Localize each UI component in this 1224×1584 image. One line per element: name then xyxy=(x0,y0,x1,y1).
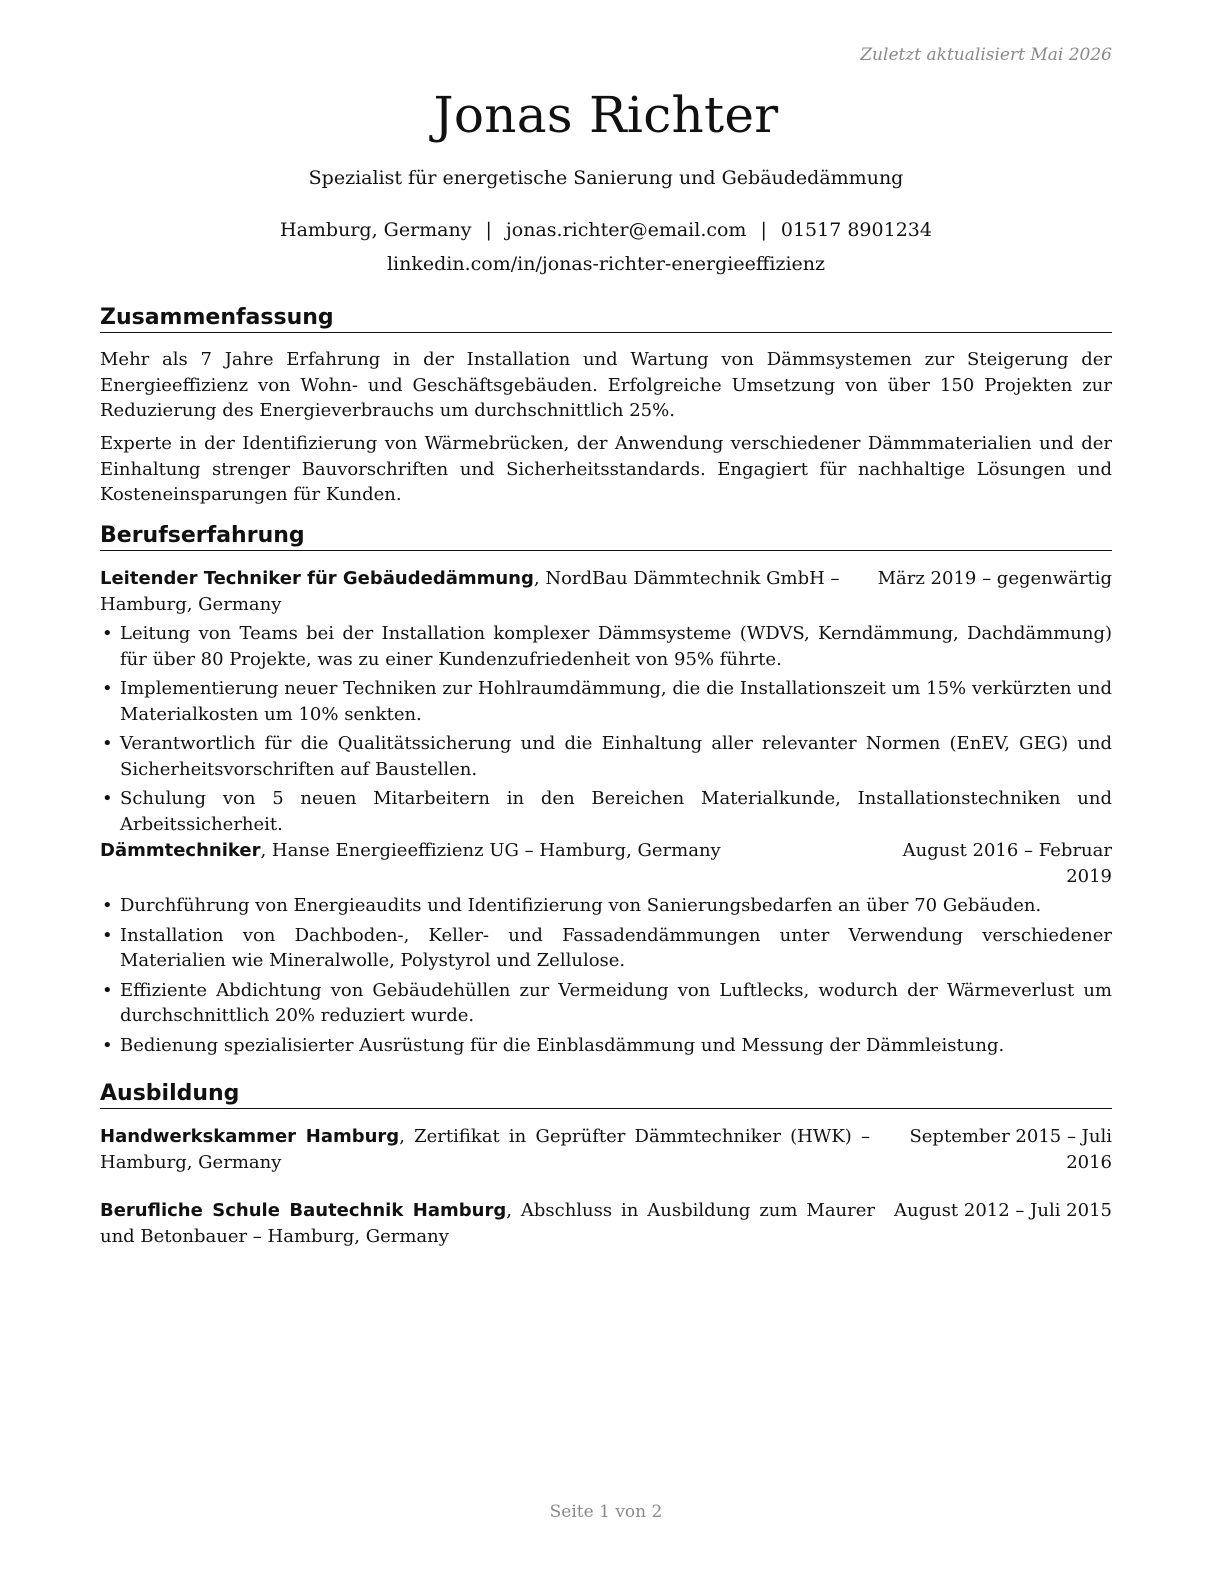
list-item: • Installation von Dachboden-, Keller- und Fassadendämmungen unter Verwendung verschiedener Materialien wie Mineralwolle, Polystyrol und Zellulose. xyxy=(100,923,1112,974)
job-bullets xyxy=(100,893,1112,1062)
job-dates: August 2016 – Februar 2019 xyxy=(902,840,1112,887)
education-entry xyxy=(100,1124,1112,1176)
job-bullets xyxy=(100,621,1112,841)
separator: | xyxy=(760,219,767,241)
section-title-summary: Zusammenfassung xyxy=(100,305,1112,333)
person-name: Jonas Richter xyxy=(433,86,779,144)
list-item: • Implementierung neuer Techniken zur Hohlraumdämmung, die die Installationszeit um 15% verkürzten und Materialkosten um 10% senkten. xyxy=(100,676,1112,727)
last-updated: Zuletzt aktualisiert Mai 2026 xyxy=(860,45,1112,65)
resume-page xyxy=(100,0,1112,1584)
section-title-experience: Berufserfahrung xyxy=(100,523,1112,551)
school-name: Berufliche Schule Bautechnik Hamburg xyxy=(100,1200,507,1221)
list-item: • Effiziente Abdichtung von Gebäudehüllen zur Vermeidung von Luftlecks, wodurch der Wärmeverlust um durchschnittlich 20% reduziert wurde. xyxy=(100,978,1112,1029)
professional-title: Spezialist für energetische Sanierung und Gebäudedämmung xyxy=(308,167,904,189)
list-item: • Leitung von Teams bei der Installation komplexer Dämmsysteme (WDVS, Kerndämmung, Dachdämmung) für über 80 Projekte, was zu einer Kundenzufriedenheit von 95% führte. xyxy=(100,621,1112,672)
list-item: • Verantwortlich für die Qualitätssicherung und die Einhaltung aller relevanter Normen (EnEV, GEG) und Sicherheitsvorschriften auf Baustellen. xyxy=(100,731,1112,782)
summary-paragraph: Experte in der Identifizierung von Wärmebrücken, der Anwendung verschiedener Dämmmaterialien und der Einhaltung strenger Bauvorschriften und Sicherheitsstandards. Engagiert für nachhaltige Lösungen und Kosteneinsparungen für Kunden. xyxy=(100,433,1112,505)
phone-number: 01517 8901234 xyxy=(780,219,932,241)
email-link[interactable]: jonas.richter@email.com xyxy=(505,219,747,241)
separator: | xyxy=(485,219,492,241)
job-header xyxy=(100,566,1112,618)
education-detail: , Abschluss in Ausbildung zum Maurer und Betonbauer – Hamburg, Germany xyxy=(100,1200,875,1247)
job-company: , NordBau Dämmtechnik GmbH – Hamburg, Germany xyxy=(100,568,840,615)
job-header xyxy=(100,838,1112,890)
summary-paragraph: Mehr als 7 Jahre Erfahrung in der Installation und Wartung von Dämmsystemen zur Steigerung der Energieeffizienz von Wohn- und Geschäftsgebäuden. Erfolgreiche Umsetzung von über 150 Projekten zur Reduzierung des Energieverbrauchs um durchschnittlich 25%. xyxy=(100,349,1112,421)
list-item: • Schulung von 5 neuen Mitarbeitern in den Bereichen Materialkunde, Installationstechniken und Arbeitssicherheit. xyxy=(100,786,1112,837)
section-title-education: Ausbildung xyxy=(100,1081,1112,1109)
education-entry xyxy=(100,1198,1112,1250)
contact-line xyxy=(100,219,1112,241)
education-detail: , Zertifikat in Geprüfter Dämmtechniker (HWK) – Hamburg, Germany xyxy=(100,1126,870,1173)
job-dates: März 2019 – gegenwärtig xyxy=(877,568,1112,589)
list-item: • Durchführung von Energieaudits und Identifizierung von Sanierungsbedarfen an über 70 Gebäuden. xyxy=(100,893,1112,919)
page-number: Seite 1 von 2 xyxy=(549,1502,663,1522)
job-role: Dämmtechniker xyxy=(100,840,261,861)
linkedin-link[interactable]: linkedin.com/in/jonas-richter-energieeffizienz xyxy=(386,253,826,275)
education-dates: September 2015 – Juli 2016 xyxy=(909,1126,1112,1173)
education-dates: August 2012 – Juli 2015 xyxy=(893,1200,1112,1221)
location: Hamburg, Germany xyxy=(280,219,472,241)
job-company: , Hanse Energieeffizienz UG – Hamburg, Germany xyxy=(260,840,721,861)
list-item: • Bedienung spezialisierter Ausrüstung für die Einblasdämmung und Messung der Dämmleistung. xyxy=(100,1033,1112,1059)
job-role: Leitender Techniker für Gebäudedämmung xyxy=(100,568,534,589)
school-name: Handwerkskammer Hamburg xyxy=(100,1126,400,1147)
